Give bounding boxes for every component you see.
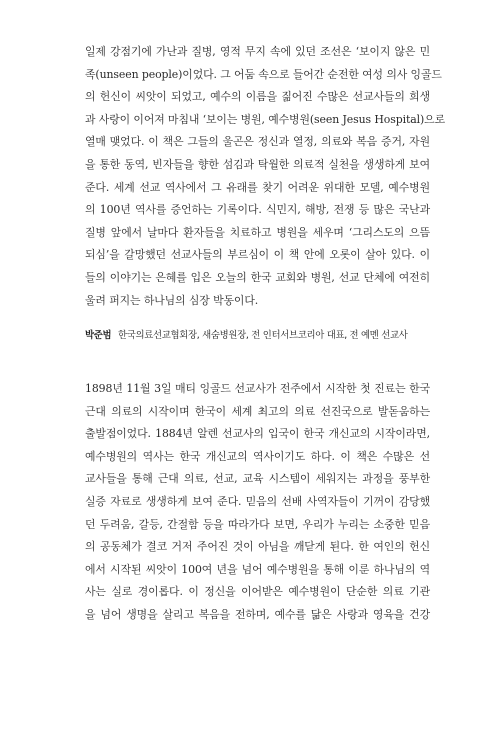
paragraph-line: 에서 시작된 씨앗이 100여 년을 넘어 예수병원을 통해 이룬 하나님의 역 [85,562,430,576]
paragraph-line: 준다. 세계 선교 역사에서 그 유래를 찾기 어려운 위대한 모델, 예수병원 [85,180,430,194]
paragraph-line: 열매 맺었다. 이 책은 그들의 울곤은 정신과 열정, 의료와 복음 증거, 자원 [85,135,430,149]
paragraph-line: 실증 자료로 생생하게 보여 준다. 믿음의 선배 사역자들이 기꺼이 감당했 [85,494,430,508]
paragraph-line: 사는 실로 경이롭다. 이 정신을 이어받은 예수병원이 단순한 의료 기관 [85,585,431,599]
paragraph-line: 교사들을 통해 근대 의료, 선교, 교육 시스템이 세워지는 과정을 풍부한 [85,472,430,486]
paragraph-line: 예수병원의 역사는 한국 개신교의 역사이기도 하다. 이 책은 수많은 선 [85,449,430,463]
paragraph-line: 되심’을 갈망했던 선교사들의 부르심이 이 책 안에 오롯이 살아 있다. 이 [85,248,430,262]
paragraph-line: 의 100년 역사를 증언하는 기록이다. 식민지, 해방, 전쟁 등 많은 국난과 [85,203,430,217]
paragraph-line: 던 두려움, 갈등, 간절함 등을 따라가다 보면, 우리가 누리는 소중한 믿음 [85,517,430,531]
paragraph-line: 일제 강점기에 가난과 질병, 영적 무지 속에 있던 조선은 ‘보이지 않은 민 [85,45,430,58]
paragraph-line: 들의 이야기는 은혜를 입은 오늘의 한국 교회와 병원, 선교 단체에 여전히 [85,270,430,284]
paragraph-line: 을 넘어 생명을 살리고 복음을 전하며, 예수를 닮은 사랑과 영육을 건강 [85,607,430,621]
endorser-title: 한국의료선교협회장, 새숨병원장, 전 인터서브코리아 대표, 전 예멘 선교사 [117,330,408,341]
paragraph-line: 질병 앞에서 날마다 환자들을 치료하고 병원을 세우며 ‘그리스도의 으뜸 [85,225,430,239]
paragraph-line: 울려 퍼지는 하나님의 심장 박동이다. [85,293,259,307]
paragraph-line: 족(unseen people)이었다. 그 어둠 속으로 들어간 순전한 여성 의사 잉골드 [85,67,442,81]
endorsement-paragraph-2 [85,378,430,627]
paragraph-line: 의 헌신이 씨앗이 되었고, 예수의 이름을 짊어진 수많은 선교사들의 희생 [85,90,430,104]
paragraph-line: 을 통한 동역, 빈자들을 향한 섬김과 탁월한 의료적 실천을 생생하게 보여 [85,157,430,171]
endorser-name: 박준범 [85,330,112,341]
paragraph-line: 과 사랑이 이어져 마침내 ‘보이는 병원, 예수병원(seen Jesus Hospital)으로 [85,112,445,126]
paragraph-line: 출발점이었다. 1884년 알렌 선교사의 입국이 한국 개신교의 시작이라면, [85,427,430,441]
endorser-credit [85,329,445,343]
paragraph-line: 의 공동체가 결코 거저 주어진 것이 아님을 깨닫게 된다. 한 여인의 헌신 [85,540,430,554]
paragraph-line: 근대 의료의 시작이며 한국이 세계 최고의 의료 선진국으로 발돋움하는 [85,404,430,418]
endorsement-paragraph-1 [85,41,445,312]
paragraph-line: 1898년 11월 3일 매티 잉골드 선교사가 전주에서 시작한 첫 진료는 한국 [85,382,430,395]
